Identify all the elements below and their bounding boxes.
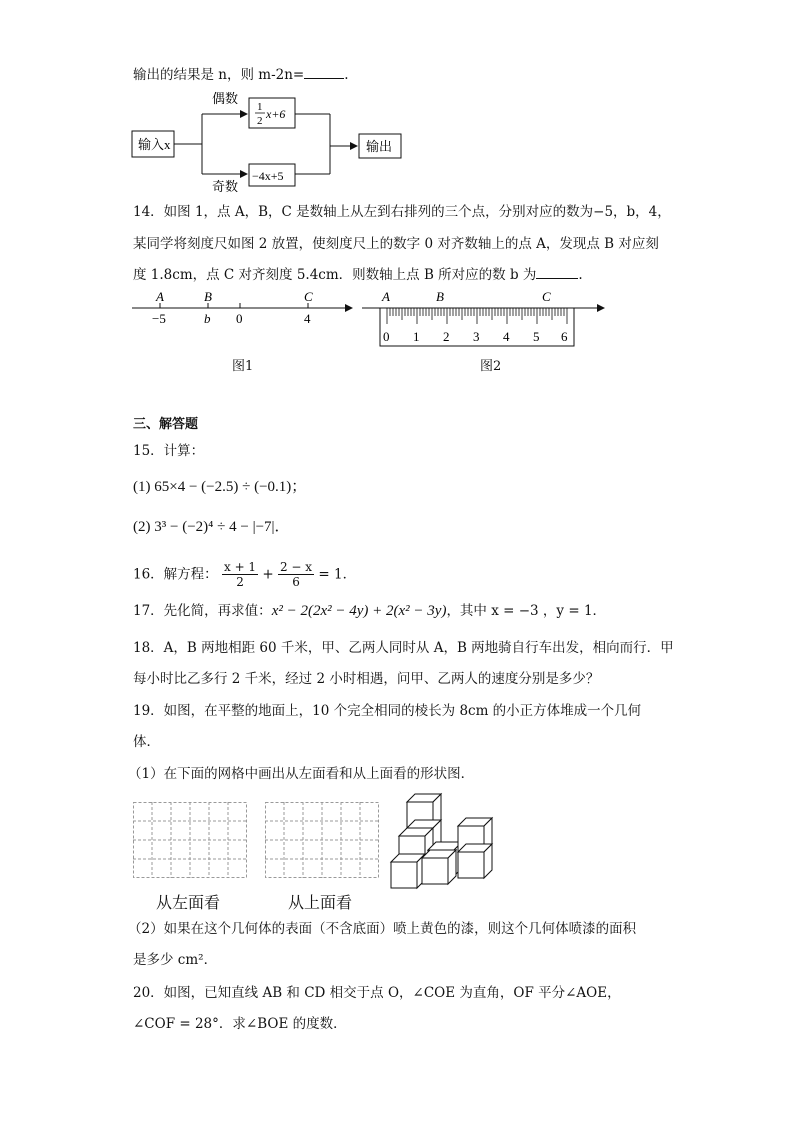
q16-fraction1	[222, 560, 258, 589]
q20-line1: 20．如图，已知直线 AB 和 CD 相交于点 O，∠COE 为直角，OF 平分∠AOE，	[133, 985, 621, 1001]
ruler-label-0: 0	[383, 329, 390, 344]
q17-condition: ，其中 x = −3 ，y = 1．	[446, 603, 607, 619]
odd-label: 奇数	[212, 179, 239, 194]
q18-line2: 每小时比乙多行 2 千米，经过 2 小时相遇，问甲、乙两人的速度分别是多少？	[133, 671, 600, 687]
point-a-label: A	[382, 289, 390, 304]
ruler-label-1: 1	[413, 329, 420, 344]
q16-rhs: = 1．	[318, 566, 357, 583]
point-a-label: A	[156, 289, 164, 304]
q16-den2: 6	[292, 575, 300, 589]
q14-end: .	[578, 267, 583, 283]
q13-text	[133, 66, 349, 84]
top-view-caption: 从上面看	[288, 893, 353, 912]
input-label: 输入x	[138, 137, 171, 152]
q14-line2: 某同学将刻度尺如图 2 放置，使刻度尺上的数字 0 对齐数轴上的点 A，发现点 B 对应刻	[133, 236, 659, 252]
q14-line3	[133, 266, 583, 284]
top-view-grid[interactable]	[265, 802, 379, 878]
q17-expression: x² − 2(2x² − 4y) + 2(x² − 3y)	[271, 603, 447, 619]
value-b: b	[204, 311, 211, 326]
q16-fraction2	[278, 560, 314, 589]
q14-line1: 14．如图 1，点 A，B，C 是数轴上从左到右排列的三个点，分别对应的数为−5，b，4，	[133, 204, 671, 220]
even-rest: x+6	[266, 107, 286, 121]
ruler-label-6: 6	[561, 329, 568, 344]
even-label: 偶数	[212, 91, 239, 106]
figure2-caption: 图2	[480, 359, 502, 374]
q16-plus: +	[262, 566, 274, 583]
q17	[133, 602, 606, 620]
cube-stack-figure	[388, 790, 494, 890]
odd-expr: −4x+5	[252, 169, 284, 183]
q19-sub2-line1: （2）如果在这个几何体的表面（不含底面）喷上黄色的漆，则这个几何体喷漆的面积	[128, 921, 637, 937]
cube	[391, 854, 425, 888]
q19-line1: 19．如图，在平整的地面上，10 个完全相同的棱长为 8cm 的小正方体堆成一个几何	[133, 703, 642, 719]
q19-sub1: （1）在下面的网格中画出从左面看和从上面看的形状图．	[128, 766, 475, 782]
output-label: 输出	[366, 139, 393, 154]
left-view-caption: 从左面看	[156, 893, 221, 912]
cube	[422, 850, 456, 884]
q20-line2: ∠COF = 28°．求∠BOE 的度数．	[133, 1016, 347, 1032]
left-view-grid[interactable]	[133, 802, 247, 878]
value-zero: 0	[236, 311, 243, 326]
value-four: 4	[304, 311, 311, 326]
flowchart	[128, 88, 418, 198]
even-frac-den: 2	[257, 115, 263, 127]
figure2-ruler	[360, 286, 610, 352]
q16-num2: 2 − x	[279, 560, 313, 574]
cube	[458, 844, 492, 878]
ruler-label-3: 3	[473, 329, 480, 344]
q19-line2: 体．	[133, 734, 160, 750]
value-minus-five: −5	[152, 311, 166, 326]
q15-title: 15．计算：	[133, 443, 205, 459]
ruler-label-5: 5	[533, 329, 540, 344]
q18-line1: 18．A，B 两地相距 60 千米，甲、乙两人同时从 A，B 两地骑自行车出发，相向而行．甲	[133, 640, 674, 656]
q16-label: 16．解方程：	[133, 566, 218, 583]
point-b-label: B	[204, 289, 212, 304]
q14-line3-text: 度 1.8cm，点 C 对齐刻度 5.4cm．则数轴上点 B 所对应的数 b 为	[133, 267, 537, 283]
point-c-label: C	[304, 289, 313, 304]
point-c-label: C	[542, 289, 551, 304]
even-frac-num: 1	[257, 101, 263, 113]
answer-blank	[304, 66, 344, 79]
answer-blank	[536, 266, 578, 279]
q13-end: .	[344, 67, 349, 83]
figure1-number-line	[130, 286, 360, 336]
q19-sub2-line2: 是多少 cm²．	[133, 952, 218, 968]
point-b-label: B	[436, 289, 444, 304]
section-heading: 三、解答题	[133, 417, 199, 432]
q15-part2: (2) 3³ − (−2)⁴ ÷ 4 − |−7|．	[133, 519, 290, 535]
ruler-label-2: 2	[443, 329, 450, 344]
figure1-caption: 图1	[232, 359, 254, 374]
q16-num1: x + 1	[223, 560, 257, 574]
q16	[133, 560, 356, 594]
ruler-label-4: 4	[503, 329, 510, 344]
q16-den1: 2	[236, 575, 244, 589]
q13-tail: 输出的结果是 n，则 m-2n=	[133, 67, 305, 83]
q15-part1: (1) 65×4 − (−2.5) ÷ (−0.1)；	[133, 479, 307, 495]
q17-label: 17．先化简，再求值：	[133, 603, 272, 619]
